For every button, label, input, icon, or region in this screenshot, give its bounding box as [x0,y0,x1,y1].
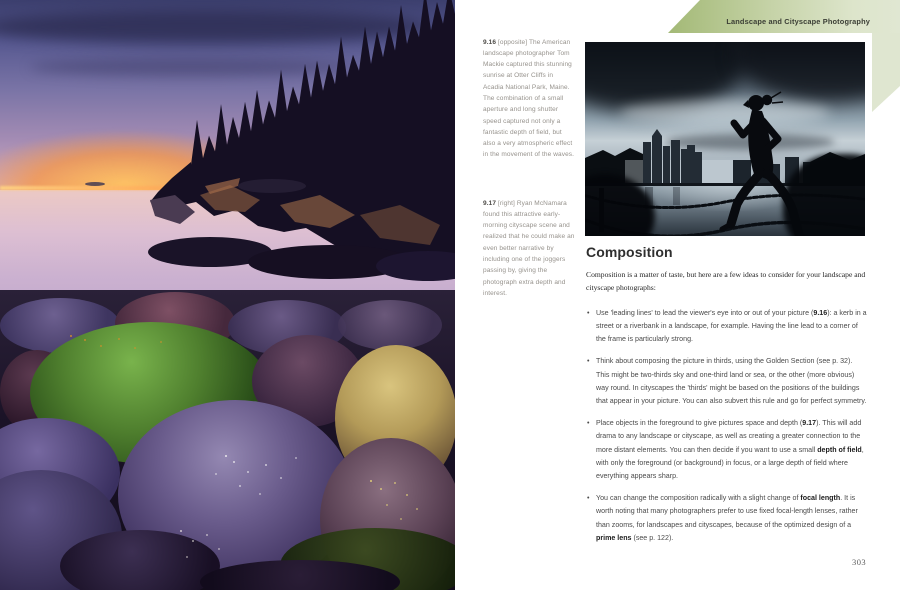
caption-9-16: 9.16 [opposite] The American landscape photographer Tom Mackie captured this stunning sunrise at Otter Cliffs in Acadia National Park, Maine. The combination of a small aperture and long shutter speed captured not only a fantastic depth of field, but also a very atmospheric effect in the movement of the waves. [483,38,575,159]
bullet-item: • Place objects in the foreground to give pictures space and depth (9.17). This will add drama to any landscape or cityscape, as well as creating a greater connection to the more distant elements. You can then decide if you want to use a small depth of field, with only the foreground (or background) in focus, or a large depth of field where everything appears sharp. [586,417,867,483]
bullet-item: • You can change the composition radically with a slight change of focal length. It is worth noting that many photographers prefer to use fixed focal-length lenses, rather than zooms, for landscapes and cityscapes, because of the optimized design of a prime lens (see p. 122). [586,492,867,545]
page-number: 303 [852,557,866,567]
bullet-item: • Use 'leading lines' to lead the viewer's eye into or out of your picture (9.16): a kerb in a street or a riverbank in a landscape, for example. Having the line lead to a corner of the frame is particularly strong. [586,307,867,347]
right-page [455,0,900,590]
section-intro: Composition is a matter of taste, but here are a few ideas to consider for your landscape and cityscape photographs: [586,270,866,293]
bullet-item: • Think about composing the picture in thirds, using the Golden Section (see p. 32). This might be two-thirds sky and one-third land or sea, or the other (more obvious) way round. In cityscapes the 'thirds' might be based on the positions of the buildings that appear in your picture. You can also subvert this rule and go for perfect symmetry. [586,355,867,408]
composition-bullets [586,307,867,545]
caption-9-17: 9.17 [right] Ryan McNamara found this attractive early-morning cityscape scene and realized that he could make an even better narrative by including one of the joggers passing by, giving the photograph extra depth and interest. [483,199,575,297]
main-text-column [586,244,867,554]
barnacle-speckles [180,530,182,532]
running-header: Landscape and Cityscape Photography [726,17,870,26]
section-title: Composition [586,244,673,260]
barnacle-speckles [225,455,227,457]
caption-number: 9.17 [483,199,497,207]
right-photo-jogger-cityscape [585,42,865,236]
boulder-hazy [338,300,442,350]
algae-speckles [370,480,372,482]
caption-number: 9.16 [483,38,497,46]
algae-speckles [70,335,72,337]
